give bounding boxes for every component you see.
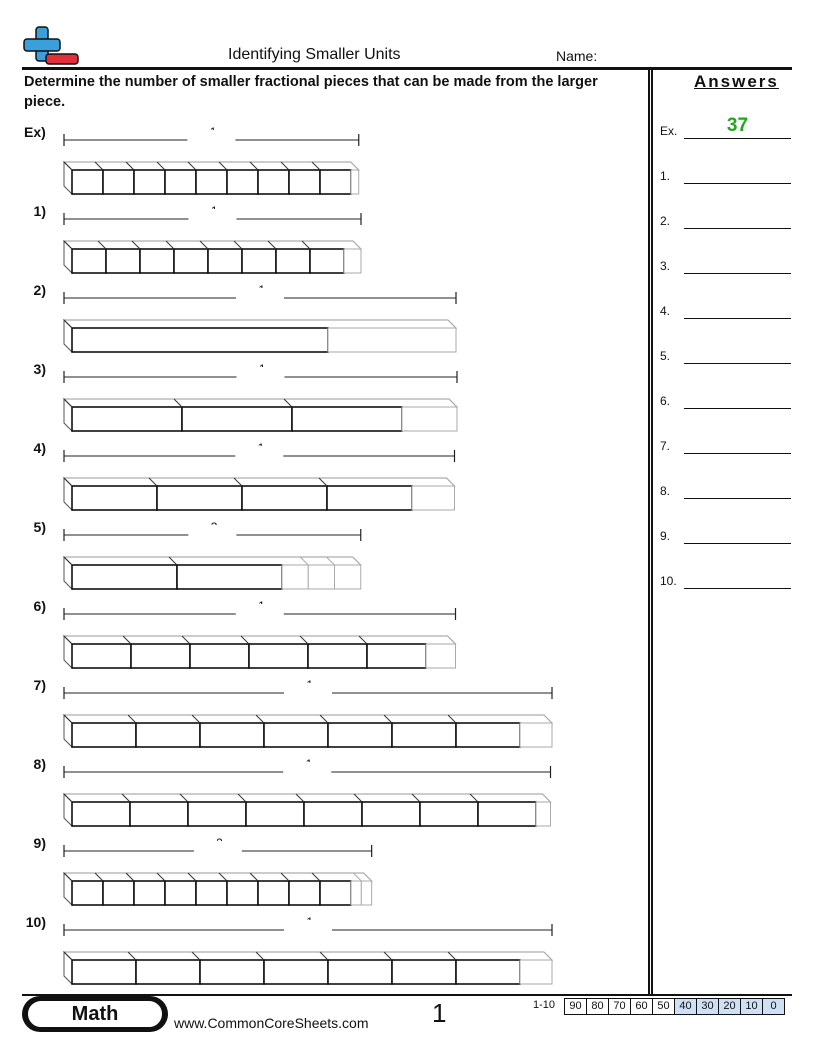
whole-piece (276, 249, 310, 273)
score-cell: 0 (763, 999, 784, 1014)
fraction-label-bg (236, 604, 284, 624)
bar-top-face (64, 478, 455, 486)
whole-piece (200, 723, 264, 747)
whole-piece (72, 328, 328, 352)
answer-label: 2. (660, 214, 671, 228)
fractional-piece (520, 960, 552, 984)
site-url: www.CommonCoreSheets.com (174, 1015, 369, 1031)
whole-piece (190, 644, 249, 668)
whole-piece (72, 723, 136, 747)
whole-piece (242, 486, 327, 510)
problem-number: 6) (33, 598, 46, 614)
whole-piece (292, 407, 402, 431)
whole-piece (289, 170, 320, 194)
problem-number: 7) (33, 677, 46, 693)
answers-title: Answers (694, 72, 779, 91)
whole-piece (72, 960, 136, 984)
fraction-label-bg (237, 367, 285, 387)
whole-piece (131, 644, 190, 668)
answer-label: 3. (660, 259, 671, 273)
answer-label: 7. (660, 439, 671, 453)
problem-number: 9) (33, 835, 46, 851)
fractional-piece (412, 486, 455, 510)
fractional-piece (536, 802, 551, 826)
whole-piece (304, 802, 362, 826)
whole-piece (200, 960, 264, 984)
answer-label: 8. (660, 484, 671, 498)
whole-piece (165, 170, 196, 194)
answer-blank[interactable] (684, 183, 791, 184)
fractional-piece (351, 170, 359, 194)
whole-piece (174, 249, 208, 273)
bar-top-face (64, 952, 552, 960)
bar-top-face (64, 794, 551, 802)
fraction-label-bg (235, 446, 283, 466)
whole-piece (165, 881, 196, 905)
whole-piece (310, 249, 344, 273)
answer-label: 4. (660, 304, 671, 318)
whole-piece (227, 170, 258, 194)
answer-label: 5. (660, 349, 671, 363)
whole-piece (134, 881, 165, 905)
answer-blank[interactable] (684, 408, 791, 409)
score-cell: 70 (609, 999, 631, 1014)
whole-piece (134, 170, 165, 194)
score-table (564, 998, 785, 1015)
score-cell: 50 (653, 999, 675, 1014)
whole-piece (72, 407, 182, 431)
whole-piece (177, 565, 282, 589)
whole-piece (72, 881, 103, 905)
fraction-label-bg (284, 683, 332, 703)
score-range-label: 1-10 (533, 999, 556, 1011)
whole-piece (242, 249, 276, 273)
page-number: 1 (432, 998, 447, 1028)
whole-piece (328, 723, 392, 747)
problem-number: 10) (25, 914, 46, 930)
whole-piece (249, 644, 308, 668)
answer-label: Ex. (660, 124, 678, 138)
fraction-label-bg (236, 288, 284, 308)
whole-piece (327, 486, 412, 510)
whole-piece (456, 960, 520, 984)
fractional-piece (282, 565, 308, 589)
answer-blank[interactable] (684, 363, 791, 364)
score-cell: 20 (719, 999, 741, 1014)
fractional-piece (308, 565, 334, 589)
whole-piece (227, 881, 258, 905)
bar-top-face (64, 162, 359, 170)
bar-top-face (64, 241, 361, 249)
bar-top-face (64, 636, 456, 644)
whole-piece (72, 565, 177, 589)
problem-number: 2) (33, 282, 46, 298)
score-cell: 60 (631, 999, 653, 1014)
whole-piece (392, 723, 456, 747)
whole-piece (182, 407, 292, 431)
whole-piece (196, 170, 227, 194)
whole-piece (289, 881, 320, 905)
bar-top-face (64, 399, 457, 407)
answer-blank[interactable] (684, 543, 791, 544)
answer-blank[interactable] (684, 588, 791, 589)
fractional-piece (344, 249, 361, 273)
problem-number: 3) (33, 361, 46, 377)
score-cell: 80 (587, 999, 609, 1014)
whole-piece (420, 802, 478, 826)
whole-piece (136, 960, 200, 984)
whole-piece (258, 881, 289, 905)
whole-piece (72, 170, 103, 194)
whole-piece (264, 723, 328, 747)
whole-piece (188, 802, 246, 826)
whole-piece (456, 723, 520, 747)
fraction-label-bg (194, 841, 242, 861)
answer-label: 1. (660, 169, 671, 183)
problem-number: Ex) (24, 124, 46, 140)
bar-top-face (64, 873, 372, 881)
whole-piece (103, 881, 134, 905)
fraction-label-bg (187, 130, 235, 150)
answer-blank[interactable] (684, 138, 791, 139)
whole-piece (136, 723, 200, 747)
whole-piece (392, 960, 456, 984)
whole-piece (157, 486, 242, 510)
score-cell: 40 (675, 999, 697, 1014)
fractional-piece (335, 565, 361, 589)
answer-label: 10. (660, 574, 677, 588)
score-cell: 90 (565, 999, 587, 1014)
whole-piece (246, 802, 304, 826)
fractional-piece (520, 723, 552, 747)
problem-number: 8) (33, 756, 46, 772)
whole-piece (106, 249, 140, 273)
bar-top-face (64, 557, 361, 565)
problem-number: 5) (33, 519, 46, 535)
instructions: Determine the number of smaller fractional pieces that can be made from the larger piece. (24, 74, 598, 110)
answer-blank[interactable] (684, 318, 791, 319)
subject-badge: Math (25, 998, 165, 1030)
score-cell: 30 (697, 999, 719, 1014)
answer-blank[interactable] (684, 228, 791, 229)
whole-piece (362, 802, 420, 826)
bar-top-face (64, 320, 456, 328)
whole-piece (308, 644, 367, 668)
fraction-label-bg (188, 525, 236, 545)
whole-piece (72, 249, 106, 273)
whole-piece (258, 170, 289, 194)
answer-label: 6. (660, 394, 671, 408)
whole-piece (72, 486, 157, 510)
answer-label: 9. (660, 529, 671, 543)
fraction-label-bg (283, 762, 331, 782)
answer-value: 37 (726, 115, 749, 136)
whole-piece (328, 960, 392, 984)
problem-number: 4) (33, 440, 46, 456)
answer-blank[interactable] (684, 453, 791, 454)
fractional-piece (328, 328, 456, 352)
whole-piece (196, 881, 227, 905)
whole-piece (320, 170, 351, 194)
name-label: Name: (556, 48, 598, 64)
bar-top-face (64, 715, 552, 723)
whole-piece (140, 249, 174, 273)
fractional-piece (426, 644, 456, 668)
fractional-piece (361, 881, 371, 905)
whole-piece (208, 249, 242, 273)
worksheet-title: Identifying Smaller Units (228, 46, 401, 63)
whole-piece (478, 802, 536, 826)
fractional-piece (402, 407, 457, 431)
fraction-label-bg (189, 209, 237, 229)
whole-piece (72, 802, 130, 826)
whole-piece (320, 881, 351, 905)
answer-blank[interactable] (684, 273, 791, 274)
score-cell: 10 (741, 999, 763, 1014)
whole-piece (103, 170, 134, 194)
answer-blank[interactable] (684, 498, 791, 499)
whole-piece (72, 644, 131, 668)
whole-piece (264, 960, 328, 984)
whole-piece (130, 802, 188, 826)
fraction-label-bg (284, 920, 332, 940)
problem-number: 1) (33, 203, 46, 219)
fractional-piece (351, 881, 361, 905)
whole-piece (367, 644, 426, 668)
